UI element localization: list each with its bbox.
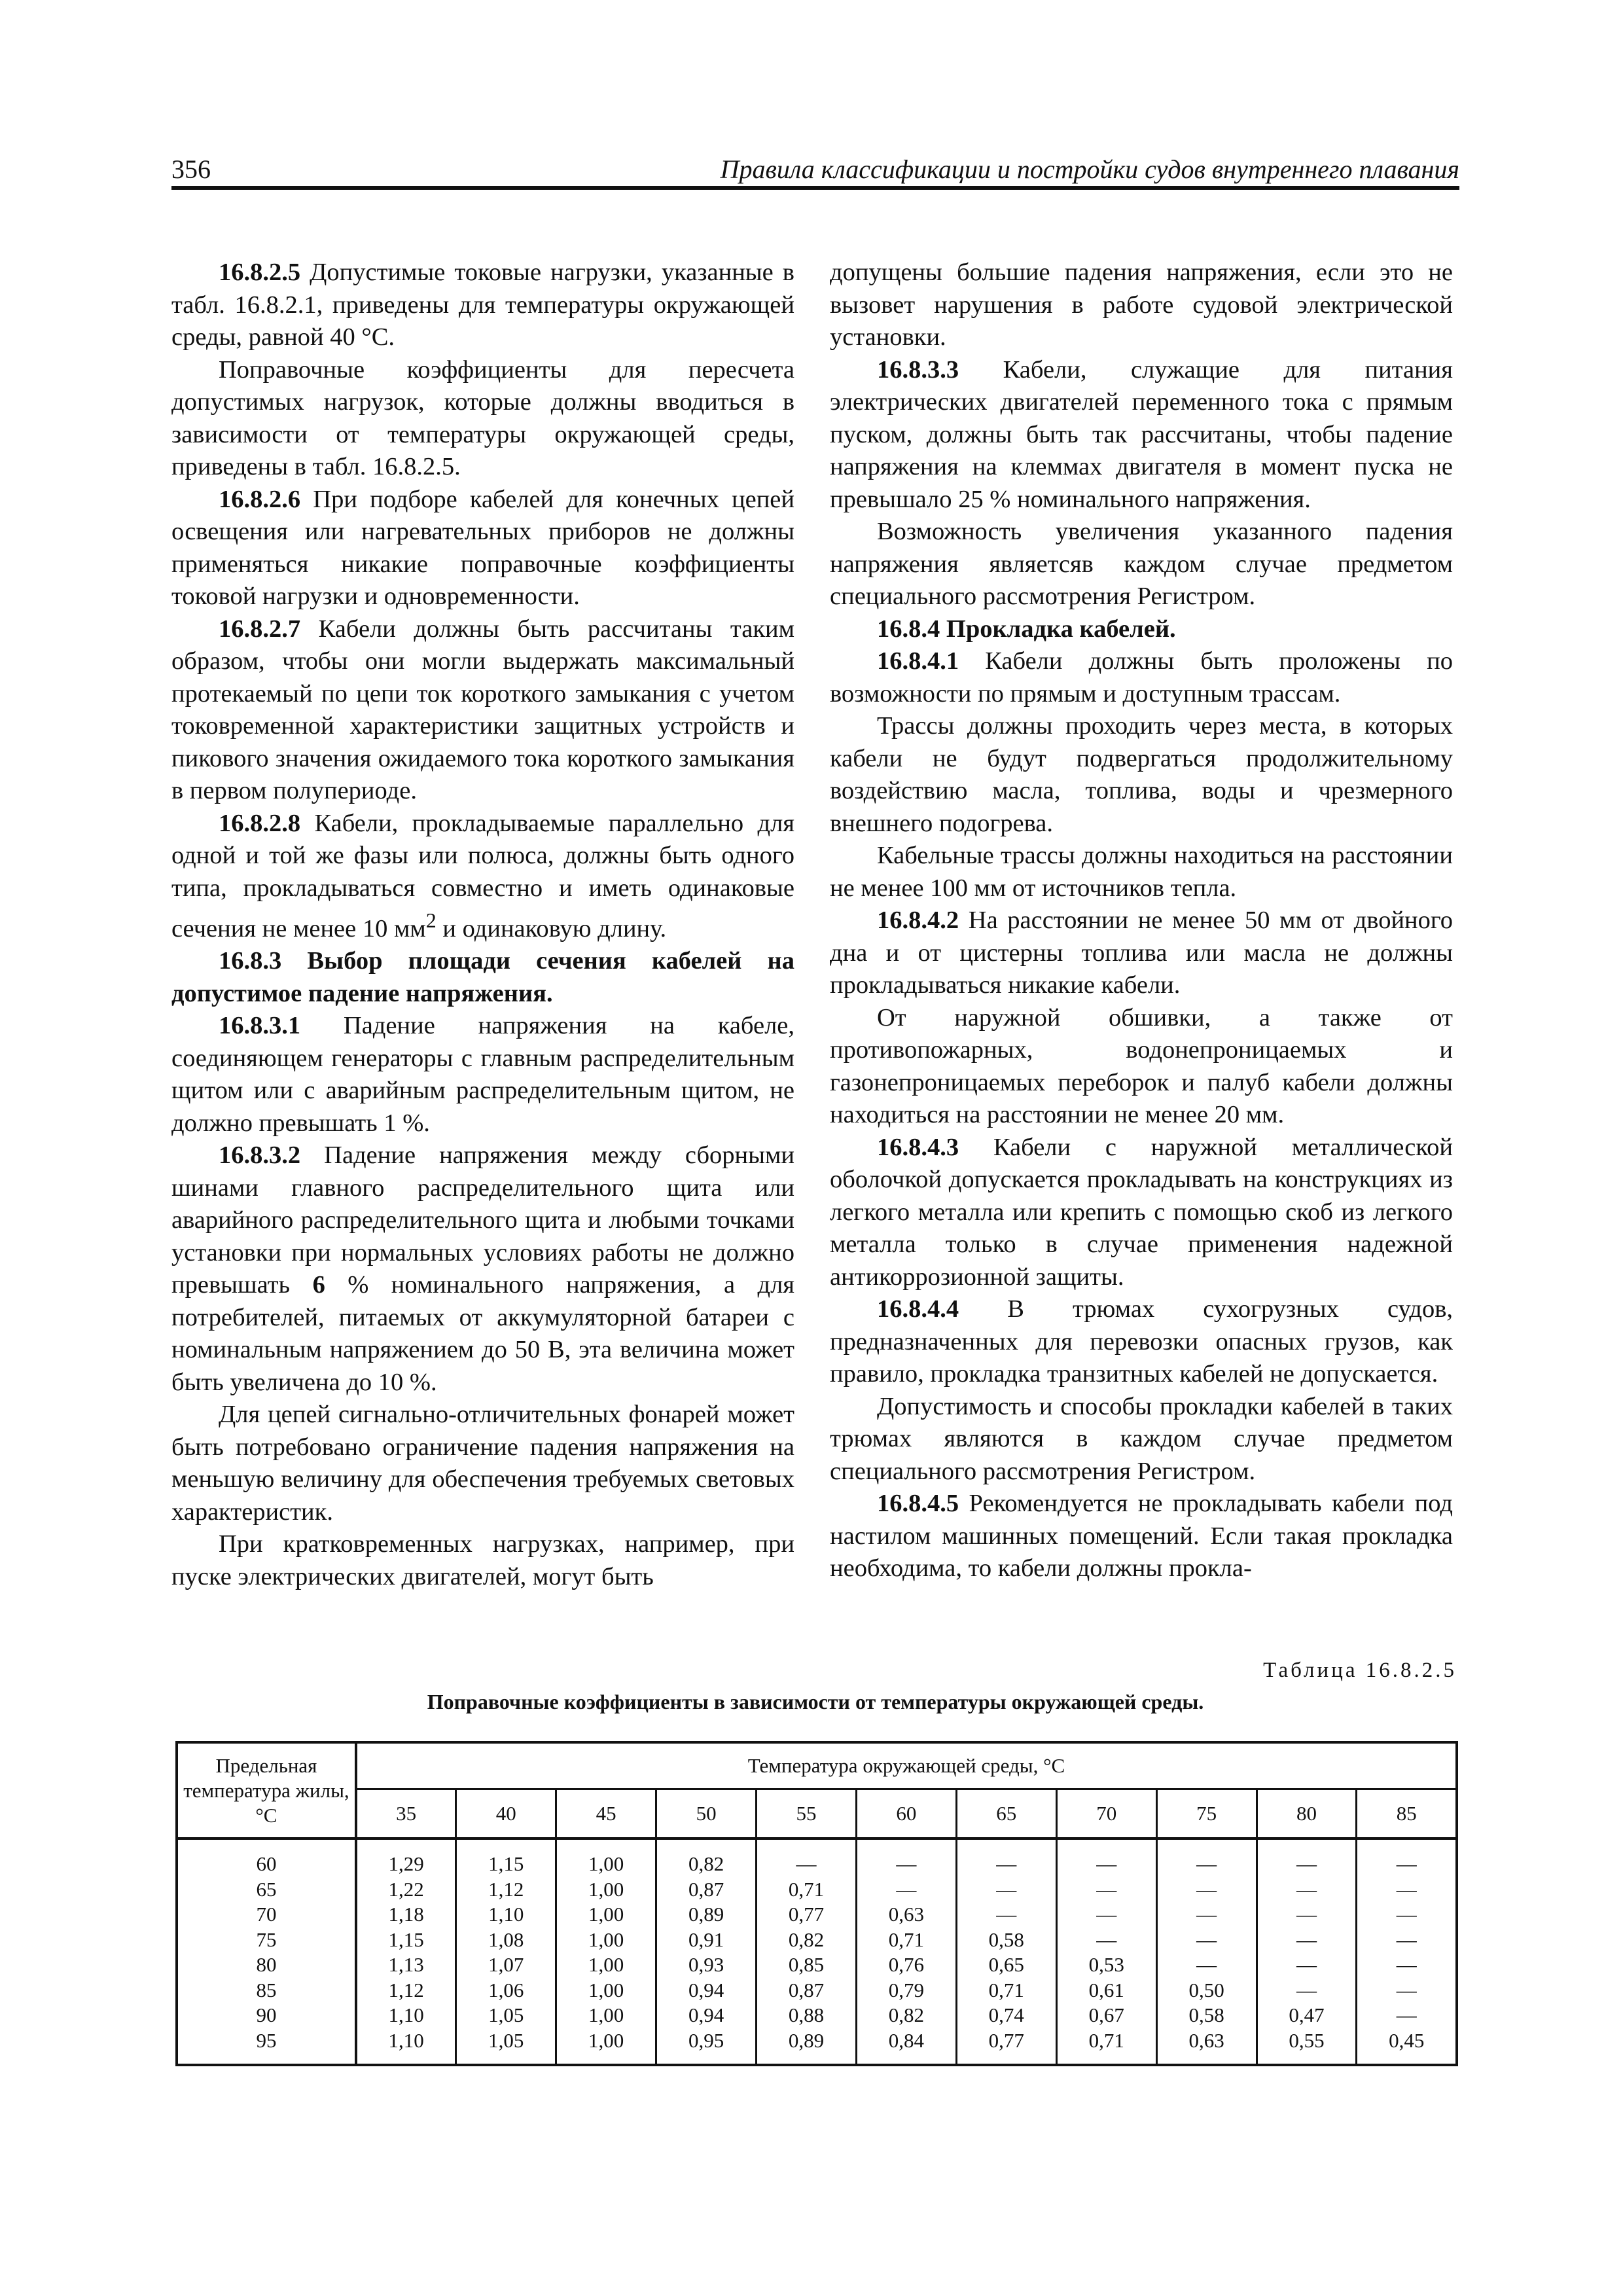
table-cell: —: [856, 1877, 956, 1903]
table-cell: 1,05: [456, 2003, 556, 2028]
right-column: [830, 257, 1453, 1585]
paragraph: [171, 257, 794, 354]
paragraph-text: Кабели с наружной металлической оболочкой допускается прокладывать на конструкциях из легкого металла или крепить с помощью скоб из легкого металла только в случае применения надежной антикоррозионной защиты.: [830, 1133, 1453, 1291]
table-cell: 0,82: [656, 1839, 757, 1877]
row-limit-temperature: 95: [177, 2028, 356, 2066]
column-header: 75: [1156, 1789, 1257, 1839]
row-limit-temperature: 75: [177, 1928, 356, 1953]
table-cell: 0,71: [757, 1877, 857, 1903]
paragraph-text: Кабели, служащие для питания электрических двигателей переменного тока с прямым пуском, должны быть так рассчитаны, чтобы падение напряжения на клеммах двигателя в момент пуска не превышало 25 % номинального напряжения.: [830, 355, 1453, 513]
column-header: 35: [356, 1789, 456, 1839]
paragraph-text: и одинаковую длину.: [436, 914, 667, 942]
table-number: Таблица 16.8.2.5: [1263, 1659, 1457, 1682]
paragraph-text: Падение напряжения на кабеле, соединяющем генераторы с главным распределительным щитом или с аварийным распределительным щитом, не должно превышать 1 %.: [171, 1012, 794, 1137]
table-cell: —: [1056, 1839, 1156, 1877]
clause-number: 16.8.2.8: [219, 809, 301, 837]
table-cell: —: [1156, 1839, 1257, 1877]
clause-number: 16.8.4.3: [877, 1133, 959, 1161]
clause-number: 16.8.3.3: [877, 355, 959, 384]
table-cell: —: [1156, 1952, 1257, 1978]
table-cell: —: [1056, 1902, 1156, 1928]
paragraph: При кратковременных нагрузках, например, при пуске электрических двигателей, могут быть: [171, 1530, 794, 1590]
table-cell: —: [1156, 1877, 1257, 1903]
paragraph: Трассы должны проходить через места, в которых кабели не будут подвергаться продолжительному воздействию масла, топлива, воды и чрезмерного внешнего подогрева.: [830, 712, 1453, 837]
table-cell: 0,82: [757, 1928, 857, 1953]
clause-number: 16.8.4.1: [877, 647, 959, 675]
row-limit-temperature: 60: [177, 1839, 356, 1877]
table-cell: —: [856, 1839, 956, 1877]
paragraph: [171, 1010, 794, 1139]
table-row: [177, 1902, 1457, 1928]
table-cell: 0,45: [1357, 2028, 1457, 2066]
paragraph: [171, 613, 794, 808]
row-limit-temperature: 90: [177, 2003, 356, 2028]
table-cell: 0,55: [1257, 2028, 1357, 2066]
table-cell: —: [1257, 1839, 1357, 1877]
table-cell: —: [1257, 1952, 1357, 1978]
table-cell: 0,87: [757, 1978, 857, 2003]
superscript: 2: [425, 908, 437, 932]
table-cell: 0,71: [856, 1928, 956, 1953]
table-cell: —: [757, 1839, 857, 1877]
table-cell: 0,77: [956, 2028, 1056, 2066]
table-cell: —: [1357, 1952, 1457, 1978]
paragraph: [830, 1488, 1453, 1585]
column-header: 85: [1357, 1789, 1457, 1839]
table-cell: —: [956, 1877, 1056, 1903]
table-cell: 1,00: [556, 1928, 656, 1953]
paragraph-text: Кабели должны быть рассчитаны таким образом, чтобы они могли выдержать максимальный протекаемый по цепи ток короткого замыкания с учетом токовременной характеристики защитных устройств и пикового значения ожидаемого тока короткого замыкания в первом полупериоде.: [171, 615, 794, 804]
corner-header: Предельная температура жилы, °С: [177, 1742, 356, 1839]
table-cell: 0,91: [656, 1928, 757, 1953]
table-cell: 1,15: [356, 1928, 456, 1953]
table-cell: 0,47: [1257, 2003, 1357, 2028]
table-cell: 1,22: [356, 1877, 456, 1903]
table-cell: 1,00: [556, 2028, 656, 2066]
table-cell: 1,12: [356, 1978, 456, 2003]
table-cell: 0,74: [956, 2003, 1056, 2028]
column-header: 40: [456, 1789, 556, 1839]
table-row: [177, 1928, 1457, 1953]
paragraph-text: При подборе кабелей для конечных цепей освещения или нагревательных приборов не должны применяться никакие поправочные коэффициенты токовой нагрузки и одновременности.: [171, 485, 794, 610]
column-header: 80: [1257, 1789, 1357, 1839]
column-header: 45: [556, 1789, 656, 1839]
table-cell: 1,10: [356, 2028, 456, 2066]
table-cell: 1,05: [456, 2028, 556, 2066]
table-cell: 1,10: [356, 2003, 456, 2028]
paragraph: [830, 354, 1453, 516]
table-cell: 0,89: [757, 2028, 857, 2066]
paragraph: Поправочные коэффициенты для пересчета допустимых нагрузок, которые должны вводиться в зависимости от температуры окружающей среды, приведены в табл. 16.8.2.5.: [171, 355, 794, 480]
column-header: 70: [1056, 1789, 1156, 1839]
table-cell: —: [1056, 1928, 1156, 1953]
table-cell: 1,13: [356, 1952, 456, 1978]
table-cell: —: [956, 1839, 1056, 1877]
row-limit-temperature: 70: [177, 1902, 356, 1928]
table-cell: 0,58: [1156, 2003, 1257, 2028]
table-cell: 0,71: [956, 1978, 1056, 2003]
paragraph: Для цепей сигнально-отличительных фонарей может быть потребовано ограничение падения напряжения на меньшую величину для обеспечения требуемых световых характеристик.: [171, 1401, 794, 1526]
table-cell: 0,88: [757, 2003, 857, 2028]
paragraph-text: Допустимые токовые нагрузки, указанные в табл. 16.8.2.1, приведены для температуры окружающей среды, равной 40 °С.: [171, 259, 794, 351]
paragraph-text: На расстоянии не менее 50 мм от двойного дна и от цистерны топлива или масла не должны прокладываться никакие кабели.: [830, 906, 1453, 999]
table-cell: 1,00: [556, 1839, 656, 1877]
table-cell: 0,63: [1156, 2028, 1257, 2066]
paragraph: Возможность увеличения указанного падения напряжения являетсяв каждом случае предметом специального рассмотрения Регистром.: [830, 518, 1453, 610]
table-cell: —: [1257, 1902, 1357, 1928]
row-limit-temperature: 80: [177, 1952, 356, 1978]
section-heading: 16.8.4 Прокладка кабелей.: [877, 615, 1176, 643]
table-cell: —: [1357, 1839, 1457, 1877]
paragraph: допущены большие падения напряжения, если это не вызовет нарушения в работе судовой электрической установки.: [830, 259, 1453, 351]
paragraph-text: В трюмах сухогрузных судов, предназначенных для перевозки опасных грузов, как правило, прокладка транзитных кабелей не допускается.: [830, 1295, 1453, 1388]
table-cell: 0,53: [1056, 1952, 1156, 1978]
table-cell: 1,10: [456, 1902, 556, 1928]
paragraph: Кабельные трассы должны находиться на расстоянии не менее 100 мм от источников тепла.: [830, 842, 1453, 902]
table-cell: 1,00: [556, 1952, 656, 1978]
paragraph: [830, 1293, 1453, 1391]
table-cell: —: [1257, 1928, 1357, 1953]
clause-number: 16.8.2.6: [219, 485, 301, 513]
table-cell: —: [1257, 1877, 1357, 1903]
paragraph-text: % номинального напряжения, а для потребителей, питаемых от аккумуляторной батареи с номинальным напряжением до 50 В, эта величина может быть увеличена до 10 %.: [171, 1271, 794, 1396]
table-cell: 0,79: [856, 1978, 956, 2003]
paragraph: [830, 1132, 1453, 1294]
left-column: [171, 257, 794, 1593]
table-cell: —: [1156, 1928, 1257, 1953]
table-cell: 0,65: [956, 1952, 1056, 1978]
clause-number: 16.8.4.2: [877, 906, 959, 934]
row-limit-temperature: 65: [177, 1877, 356, 1903]
table-cell: —: [1357, 1978, 1457, 2003]
section-heading: 16.8.3 Выбор площади сечения кабелей на допустимое падение напряжения.: [171, 947, 794, 1007]
table-row: [177, 1839, 1457, 1877]
table-cell: 0,61: [1056, 1978, 1156, 2003]
clause-number: 16.8.3.2: [219, 1141, 301, 1170]
page-number: 356: [171, 154, 211, 184]
table-cell: 1,06: [456, 1978, 556, 2003]
paragraph: От наружной обшивки, а также от противопожарных, водонепроницаемых и газонепроницаемых переборок и палуб кабели должны находиться на расстоянии не менее 20 мм.: [830, 1003, 1453, 1128]
table-cell: 0,67: [1056, 2003, 1156, 2028]
table-cell: —: [1357, 1877, 1457, 1903]
bold-value: 6: [312, 1271, 325, 1299]
clause-number: 16.8.3.1: [219, 1012, 301, 1040]
table-cell: 0,93: [656, 1952, 757, 1978]
table-cell: —: [1357, 1902, 1457, 1928]
table-cell: 0,87: [656, 1877, 757, 1903]
correction-factor-table: [175, 1741, 1458, 2066]
table-cell: —: [1257, 1978, 1357, 2003]
table-cell: 0,58: [956, 1928, 1056, 1953]
table-cell: 1,00: [556, 1902, 656, 1928]
table-row: [177, 2028, 1457, 2066]
paragraph: Допустимость и способы прокладки кабелей в таких трюмах являются в каждом случае предметом специального рассмотрения Регистром.: [830, 1392, 1453, 1485]
clause-number: 16.8.4.4: [877, 1295, 959, 1323]
paragraph: [171, 484, 794, 613]
table-cell: 0,94: [656, 1978, 757, 2003]
table-row: [177, 2003, 1457, 2028]
table-cell: 1,00: [556, 1877, 656, 1903]
table-cell: 0,89: [656, 1902, 757, 1928]
table-row: [177, 1978, 1457, 2003]
table-cell: —: [1357, 2003, 1457, 2028]
table-cell: 0,94: [656, 2003, 757, 2028]
ambient-temperature-header: Температура окружающей среды, °С: [356, 1742, 1457, 1789]
paragraph-text: Рекомендуется не прокладывать кабели под настилом машинных помещений. Если такая прокладка необходима, то кабели должны прокла-: [830, 1490, 1453, 1582]
table-cell: 1,00: [556, 2003, 656, 2028]
table-cell: 0,71: [1056, 2028, 1156, 2066]
paragraph: [830, 645, 1453, 710]
paragraph-text: Кабели должны быть проложены по возможности по прямым и доступным трассам.: [830, 647, 1453, 708]
paragraph-text: Кабели, прокладываемые параллельно для одной и той же фазы или полюса, должны быть одного типа, прокладываться совместно и иметь одинаковые сечения не менее 10 мм: [171, 809, 794, 942]
column-header: 55: [757, 1789, 857, 1839]
paragraph: [830, 905, 1453, 1002]
table-cell: 0,76: [856, 1952, 956, 1978]
table-cell: 1,08: [456, 1928, 556, 1953]
table-cell: 1,12: [456, 1877, 556, 1903]
running-title: Правила классификации и постройки судов внутреннего плавания: [720, 154, 1459, 184]
table-cell: 1,15: [456, 1839, 556, 1877]
table-cell: 1,00: [556, 1978, 656, 2003]
table-cell: 0,63: [856, 1902, 956, 1928]
paragraph: [171, 808, 794, 946]
column-header: 50: [656, 1789, 757, 1839]
paragraph: [171, 1139, 794, 1399]
row-limit-temperature: 85: [177, 1978, 356, 2003]
table-cell: 0,85: [757, 1952, 857, 1978]
table-row: [177, 1952, 1457, 1978]
page-header: [171, 147, 1459, 190]
clause-number: 16.8.2.7: [219, 615, 301, 643]
column-header: 60: [856, 1789, 956, 1839]
paragraph-text: Падение напряжения между сборными шинами главного распределительного щита или аварийного распределительного щита и любыми точками установки при нормальных условиях работы не должно превышать: [171, 1141, 794, 1299]
table-cell: 1,18: [356, 1902, 456, 1928]
table-cell: 1,29: [356, 1839, 456, 1877]
table-cell: 0,95: [656, 2028, 757, 2066]
clause-number: 16.8.4.5: [877, 1490, 959, 1517]
table-cell: 0,77: [757, 1902, 857, 1928]
column-header: 65: [956, 1789, 1056, 1839]
table-row: [177, 1877, 1457, 1903]
table-cell: —: [956, 1902, 1056, 1928]
table-cell: 0,84: [856, 2028, 956, 2066]
table-cell: 0,50: [1156, 1978, 1257, 2003]
table-cell: —: [1357, 1928, 1457, 1953]
clause-number: 16.8.2.5: [219, 259, 301, 286]
table-cell: 1,07: [456, 1952, 556, 1978]
table-cell: —: [1156, 1902, 1257, 1928]
table-title: Поправочные коэффициенты в зависимости от температуры окружающей среды.: [427, 1690, 1204, 1713]
table-cell: —: [1056, 1877, 1156, 1903]
table-cell: 0,82: [856, 2003, 956, 2028]
